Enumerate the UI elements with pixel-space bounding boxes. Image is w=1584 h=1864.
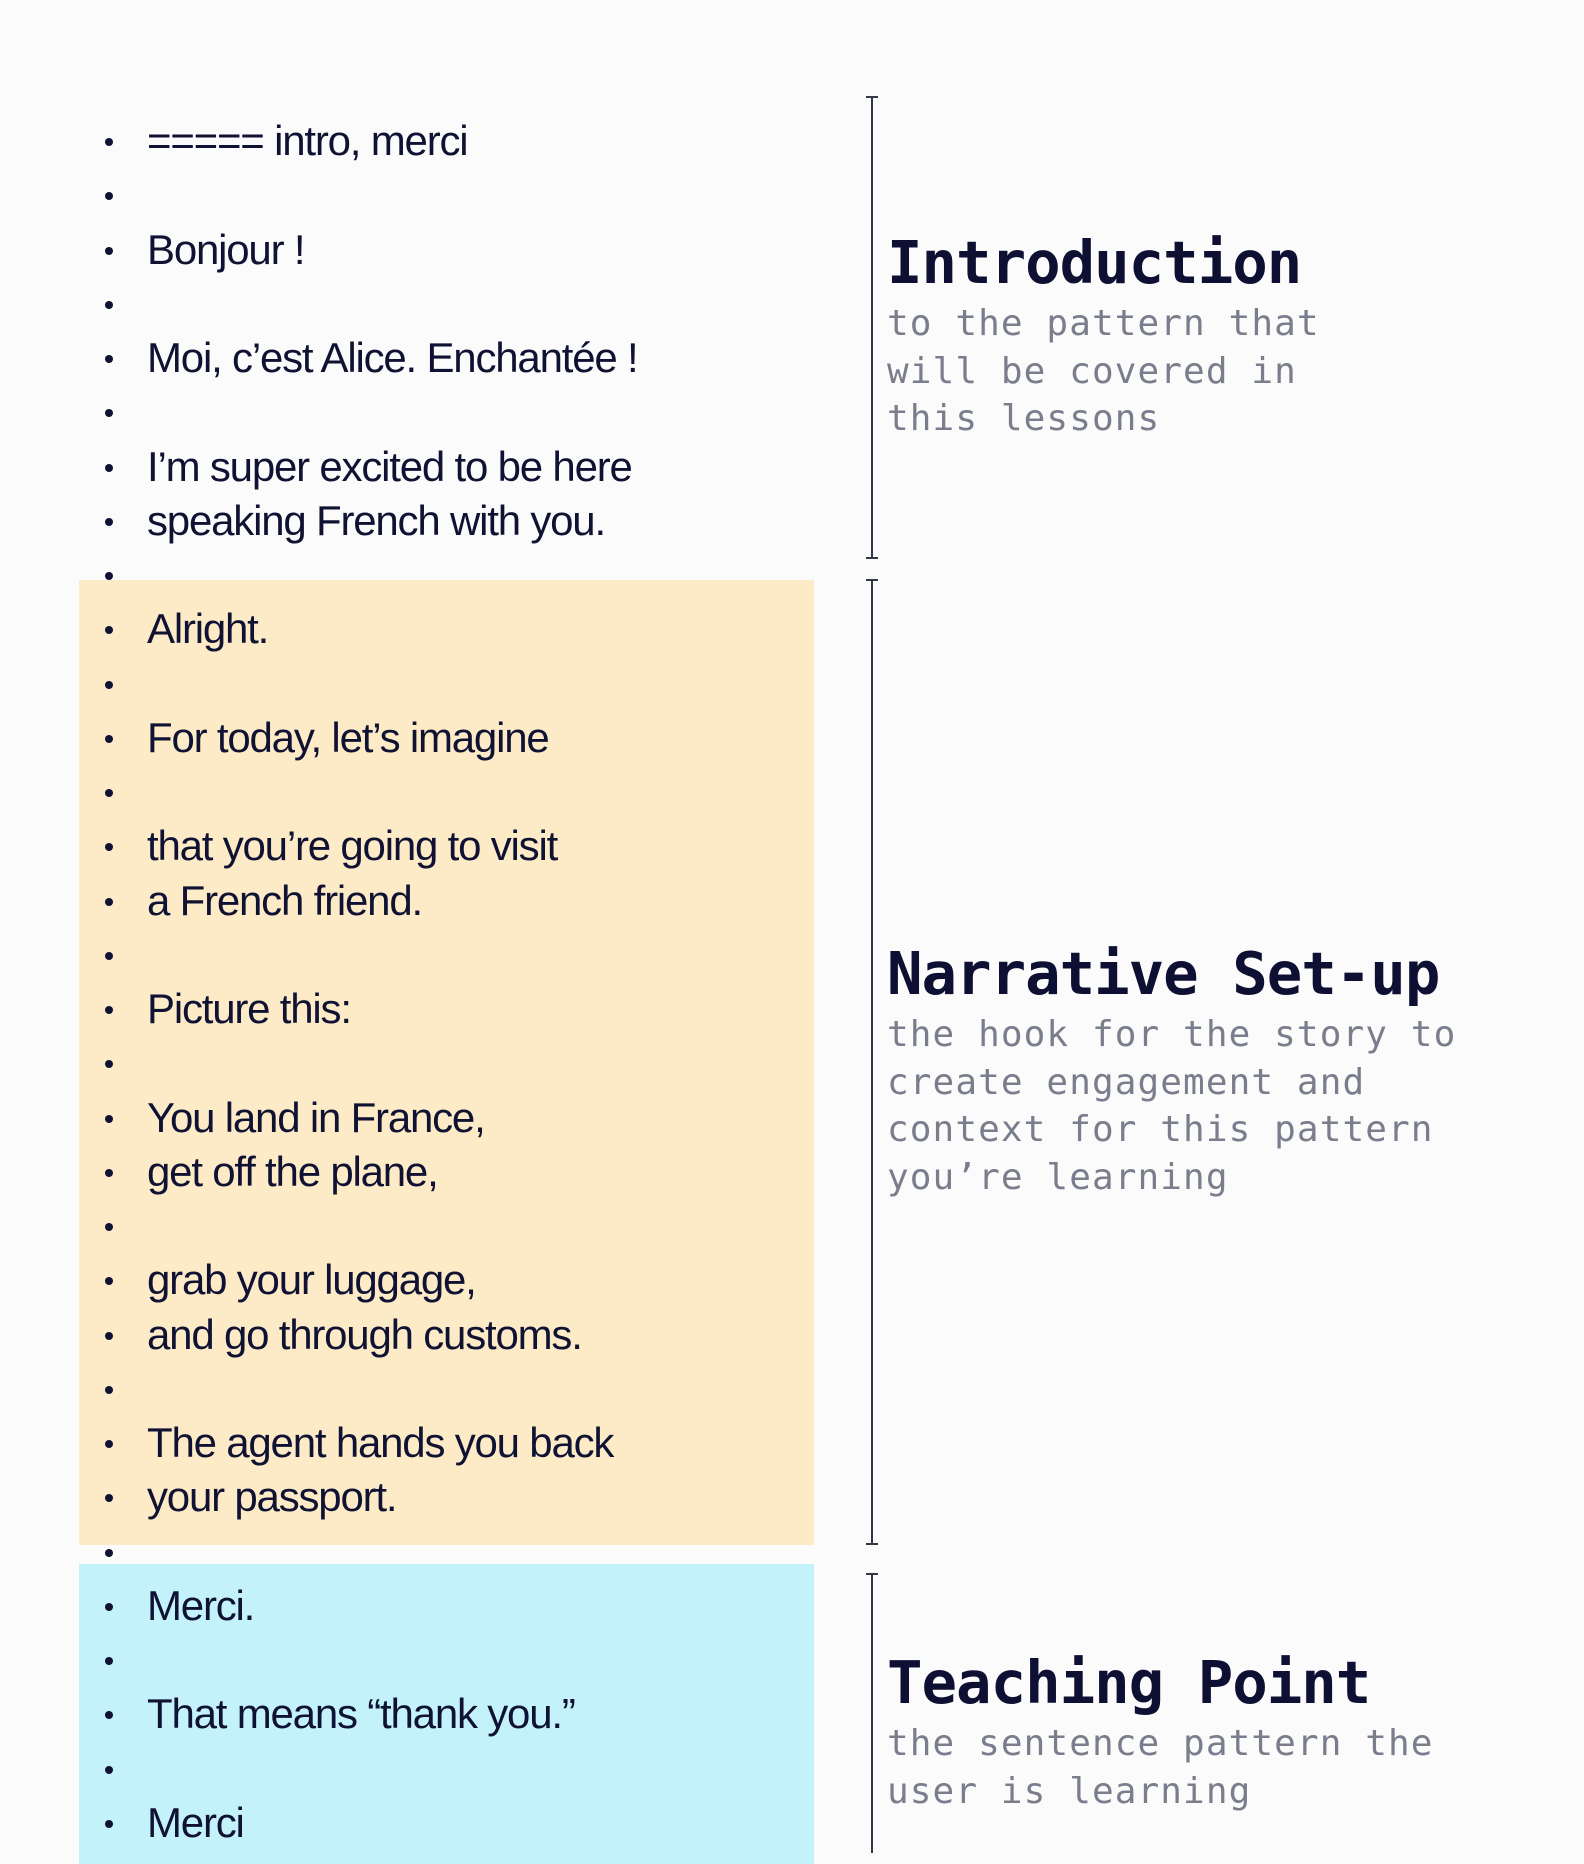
bullet-icon	[105, 1169, 113, 1177]
bullet-icon	[105, 247, 113, 255]
script-line-text: that you’re going to visit	[147, 822, 558, 870]
script-line-text: your passport.	[147, 1473, 397, 1521]
script-line-text: a French friend.	[147, 876, 422, 924]
script-line-text: I’m super excited to be here	[147, 442, 632, 490]
bullet-icon	[105, 464, 113, 472]
script-line-text: The agent hands you back	[147, 1419, 614, 1466]
script-line-text: ===== intro, merci	[147, 117, 468, 164]
teaching-point-bracket	[866, 1573, 878, 1853]
bullet-icon	[105, 1440, 113, 1448]
bullet-icon	[105, 572, 113, 580]
teaching-point-label	[887, 1648, 1567, 1815]
bullet-icon	[105, 192, 113, 200]
bullet-icon	[105, 518, 113, 526]
bullet-icon	[105, 1223, 113, 1231]
teaching-point-title: Teaching Point	[887, 1648, 1371, 1717]
script-line-text: get off the plane,	[147, 1147, 438, 1195]
bullet-icon	[105, 1820, 113, 1828]
script-line-text: Merci	[147, 1798, 244, 1846]
introduction-title: Introduction	[887, 228, 1302, 297]
narrative-setup-title: Narrative Set-up	[887, 939, 1440, 1008]
bullet-icon	[105, 409, 113, 417]
introduction-description: to the pattern that will be covered in this lessons	[887, 303, 1320, 439]
bullet-icon	[105, 952, 113, 960]
introduction-bracket	[866, 96, 878, 559]
bullet-icon	[105, 1006, 113, 1014]
bullet-icon	[105, 1115, 113, 1123]
script-line-text: grab your luggage,	[147, 1256, 476, 1304]
bullet-icon	[105, 789, 113, 797]
script-line-text: and go through customs.	[147, 1310, 582, 1358]
script-line-text: For today, let’s imagine	[147, 713, 549, 761]
script-line-text: Bonjour !	[147, 225, 305, 273]
script-line-text: speaking French with you.	[147, 496, 605, 544]
bullet-icon	[105, 1332, 113, 1340]
narrative-setup-label	[887, 939, 1567, 1201]
narrative-setup-bracket	[866, 579, 878, 1545]
narrative-setup-description: the hook for the story to create engagement and context for this pattern you’re learning	[887, 1014, 1457, 1198]
script-line-text: Picture this:	[147, 985, 351, 1032]
script-line-text: Merci.	[147, 1581, 255, 1629]
bullet-icon	[105, 301, 113, 309]
introduction-label	[887, 228, 1567, 443]
script-line-text: You land in France,	[147, 1093, 485, 1141]
teaching-point-description: the sentence pattern the user is learning	[887, 1723, 1434, 1812]
bullet-icon	[105, 1386, 113, 1394]
bullet-icon	[105, 355, 113, 363]
bullet-icon	[105, 1766, 113, 1774]
bullet-icon	[105, 898, 113, 906]
script-line-text: Moi, c’est Alice. Enchantée !	[147, 334, 638, 381]
bullet-icon	[105, 735, 113, 743]
bullet-icon	[105, 138, 113, 146]
bullet-icon	[105, 1603, 113, 1611]
bullet-icon	[105, 681, 113, 689]
bullet-icon	[105, 1657, 113, 1665]
script-line-text: Alright.	[147, 605, 269, 653]
script-line-text: That means “thank you.”	[147, 1690, 575, 1738]
bullet-icon	[105, 1549, 113, 1557]
